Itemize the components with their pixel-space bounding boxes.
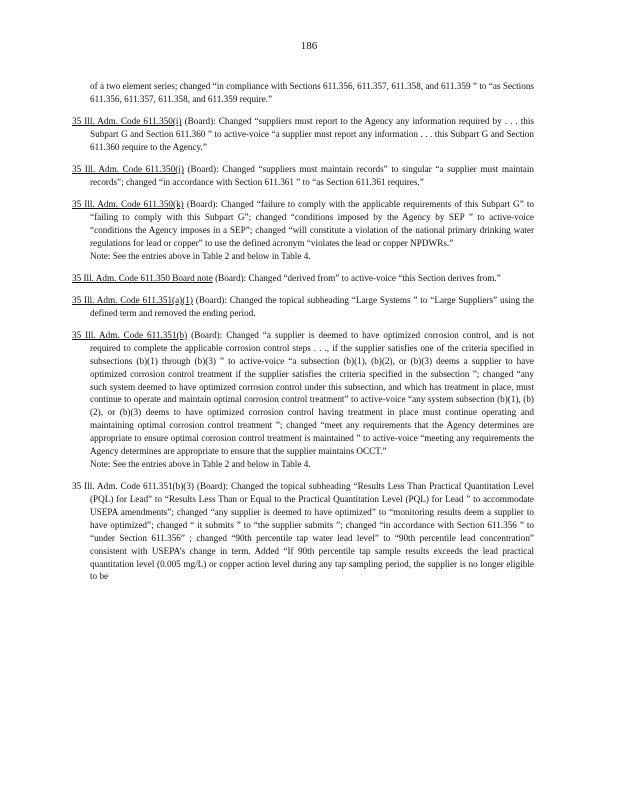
entry-reference: 35 Ill. Adm. Code 611.350(j) xyxy=(72,164,184,175)
entry-611-350-i xyxy=(72,115,534,154)
entry-text: (Board): Changed “suppliers must report to the Agency any information required by . . . this Subpart G and Section 611.360 ” to active-voice “a supplier must report any information . . . this Subpart G and Section 611.360 require to the Agency.” xyxy=(90,116,534,152)
entry-text: (Board): Changed “a supplier is deemed to have optimized corrosion control, and is not required to complete the applicable corrosion control steps . . ., if the supplier satisfies one of the criteria specified in subsections (b)(1) through (b)(3) ” to active-voice “a subsection (b)(1), (b)(2), or (b)(3) deems a supplier to have optimized corrosion control treatment if the supplier satisfies the criteria specified in the subsection ”; changed “any such system deemed to have optimized corrosion control under this subsection, and which has treatment in place, must continue to operate and maintain optimal corrosion control treatment” to active-voice “any system subsection (b)(1), (b)(2), or (b)(3) deems to have optimized corrosion control having treatment in place must continue operating and maintaining optimal corrosion control treatment ”; changed “meet any requirements that the Agency determines are appropriate to ensure optimal corrosion control treatment is maintained ” to active-voice “meeting any requirements the Agency determines are appropriate to ensure that the supplier maintains OCCT.” xyxy=(90,329,534,457)
entry-reference: 35 Ill. Adm. Code 611.350 Board note xyxy=(72,272,213,283)
entry-note: Note: See the entries above in Table 2 and below in Table 4. xyxy=(90,458,311,469)
entry-text: (Board): Changed the topical subheading “Large Systems ” to “Large Suppliers” using the defined term and removed the ending period. xyxy=(90,294,535,318)
page-number: 186 xyxy=(300,40,318,52)
entry-reference: 35 Ill. Adm. Code 611.350(i) xyxy=(72,116,182,127)
entry-text: 35 Ill. Adm. Code 611.351(b)(3) (Board): Changed the topical subheading “Results Less Than Practical Quantitation Level (PQL) for Lead” to “Results Less Than or Equal to the Practical Quantitation Level (PQL) for Lead ” to accommodate USEPA amendments”; changed “any supplier is deemed to have optimized” to “monitoring results deem a supplier to have optimized”; changed “ it submits ” to “the supplier submits ”; changed “in accordance with Section 611.356 ” to “under Section 611.356” ; changed “90th percentile tap water lead level” to “90th percentile lead concentration” consistent with USEPA’s change in term. Added “If 90th percentile tap sample results exceeds the lead practical quantitation level (0.005 mg/L) or copper action level during any tap sampling period, the supplier is no longer eligible to be xyxy=(72,481,534,582)
entry-611-351-b xyxy=(72,329,534,471)
entry-text: (Board): Changed “derived from” to active-voice “this Section derives from.” xyxy=(212,272,501,283)
entry-611-350-k xyxy=(72,198,534,263)
entry-611-351-a-1 xyxy=(72,294,534,320)
entry-text: (Board): Changed “suppliers must maintain records” to singular “a supplier must maintain records”; changed “in accordance with Section 611.361 ” to “as Section 611.361 requires.” xyxy=(90,164,534,187)
entry-611-351-b-3 xyxy=(72,480,534,583)
entry-note: Note: See the entries above in Table 2 and below in Table 4. xyxy=(90,250,311,261)
entry-611-350-j xyxy=(72,163,534,189)
entry-reference: 35 Ill. Adm. Code 611.351(a)(1) xyxy=(72,294,193,305)
page-content xyxy=(72,71,534,592)
entry-reference: 35 Ill. Adm. Code 611.350(k) xyxy=(72,199,184,210)
entry-text: (Board): Changed “failure to comply with the applicable requirements of this Subpart G” to “failing to comply with this Subpart G”; changed “conditions imposed by the Agency by SEP ” to active-voice “conditions the Agency imposes in a SEP”; changed “will constitute a violation of the national primary drinking water regulations for lead or copper” to use the defined acronym “violates the lead or copper NPDWRs.” xyxy=(90,199,534,248)
entry-611-350-board-note xyxy=(72,272,534,285)
entry-reference: 35 Ill. Adm. Code 611.351(b) xyxy=(72,329,188,340)
continuation-paragraph: of a two element series; changed “in compliance with Sections 611.356, 611.357, 611.358, and 611.359 ” to “as Sections 611.356, 611.357, 611.358, and 611.359 require.” xyxy=(90,81,534,105)
